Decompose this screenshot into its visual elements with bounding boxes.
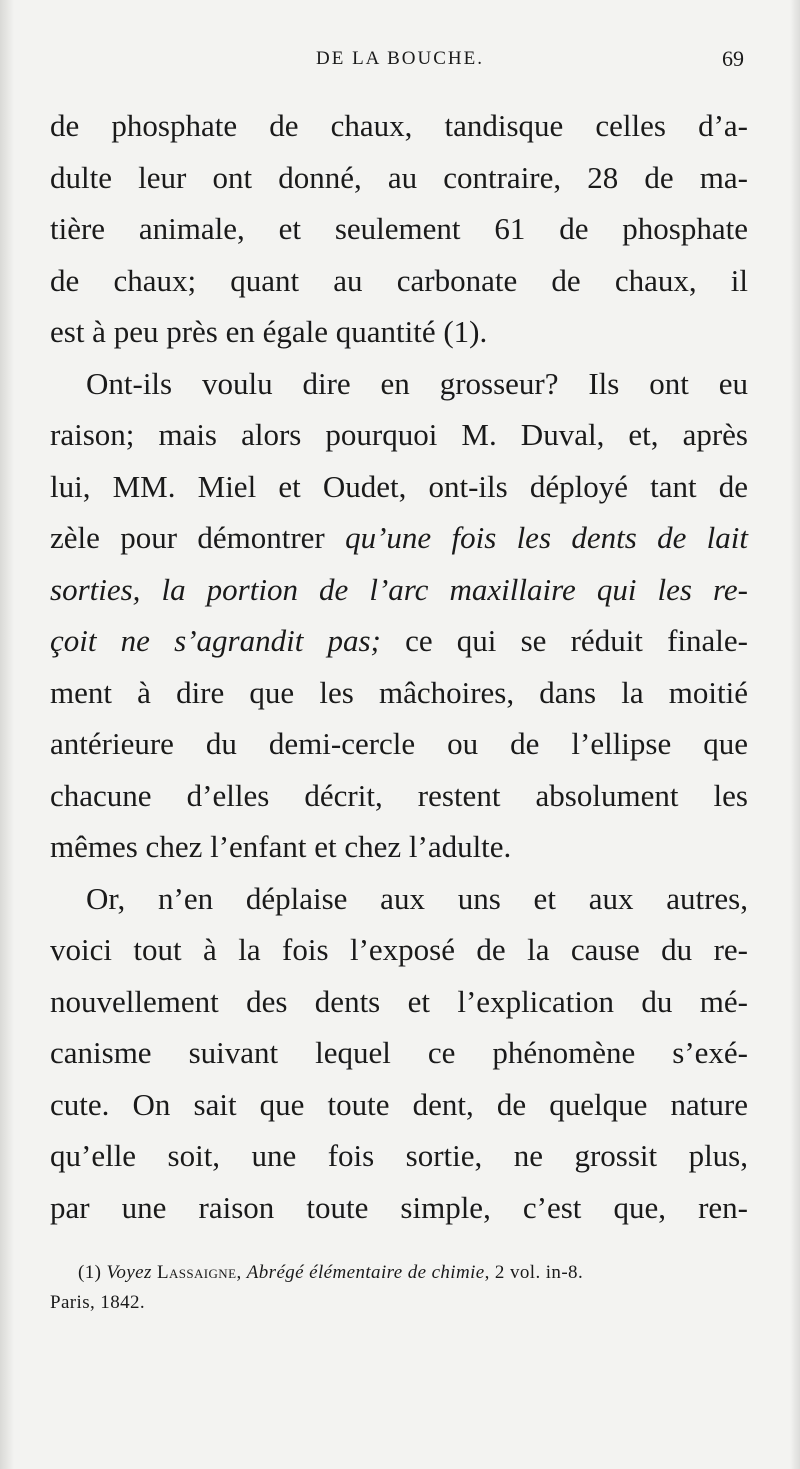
text-line: de phosphate de chaux, tandisque celles d’a- xyxy=(50,108,748,143)
running-title: DE LA BOUCHE. xyxy=(316,48,484,69)
italic-segment: qu’une fois les dents de lait xyxy=(345,520,748,555)
text-line: nouvellement des dents et l’explication du mé- xyxy=(50,983,748,1019)
text-line: par une raison toute simple, c’est que, ren- xyxy=(50,1189,748,1225)
text-line: tière animale, et seulement 61 de phosphate xyxy=(50,211,748,246)
running-head xyxy=(50,44,750,74)
text-line: antérieure du demi-cercle ou de l’ellipse que xyxy=(50,726,748,761)
page-right-edge-shadow xyxy=(790,0,800,1469)
page-number: 69 xyxy=(722,46,744,71)
footnote-author: Lassaigne xyxy=(156,1262,237,1283)
body-text xyxy=(50,100,748,1233)
roman-segment: zèle pour démontrer xyxy=(50,520,346,555)
footnote-title: Abrégé élémentaire de chimie xyxy=(246,1262,485,1283)
text-line-italic: sorties, la portion de l’arc maxillaire qui les re- xyxy=(50,571,748,607)
text-line: Ont-ils voulu dire en grosseur? Ils ont eu xyxy=(86,365,748,401)
text-line: lui, MM. Miel et Oudet, ont-ils déployé tant de xyxy=(50,468,748,504)
text-line: voici tout à la fois l’exposé de la cause du re- xyxy=(50,932,748,967)
text-line: est à peu près en égale quantité (1). xyxy=(50,314,488,349)
text-line: chacune d’elles décrit, restent absolument les xyxy=(50,777,748,813)
text-line-mixed xyxy=(50,512,748,564)
text-line: cute. On sait que toute dent, de quelque nature xyxy=(50,1086,748,1122)
roman-segment: ce qui se réduit finale- xyxy=(380,623,749,658)
italic-segment: çoit ne s’agrandit pas; xyxy=(50,623,381,658)
text-line: ment à dire que les mâchoires, dans la moitié xyxy=(50,674,748,710)
text-line: canisme suivant lequel ce phénomène s’exé- xyxy=(50,1035,748,1070)
footnote xyxy=(50,1258,754,1318)
footnote-line: Paris, 1842. xyxy=(50,1292,146,1313)
footnote-rest: , 2 vol. in-8. xyxy=(484,1262,584,1283)
text-line: dulte leur ont donné, au contraire, 28 de ma- xyxy=(50,159,748,195)
text-line: Or, n’en déplaise aux uns et aux autres, xyxy=(86,880,748,916)
text-line: mêmes chez l’enfant et chez l’adulte. xyxy=(50,829,512,864)
footnote-voyez: Voyez xyxy=(106,1262,152,1283)
page-left-edge-shadow xyxy=(0,0,14,1469)
text-line: de chaux; quant au carbonate de chaux, il xyxy=(50,262,748,298)
footnote-line: (1) Voyez Lassaigne, Abrégé élémentaire de chimie, 2 vol. in-8. xyxy=(78,1262,584,1283)
text-line: raison; mais alors pourquoi M. Duval, et, après xyxy=(50,417,748,452)
text-line-mixed xyxy=(50,615,748,667)
text-line: qu’elle soit, une fois sortie, ne grossit plus, xyxy=(50,1138,748,1173)
footnote-marker: (1) xyxy=(78,1262,102,1283)
